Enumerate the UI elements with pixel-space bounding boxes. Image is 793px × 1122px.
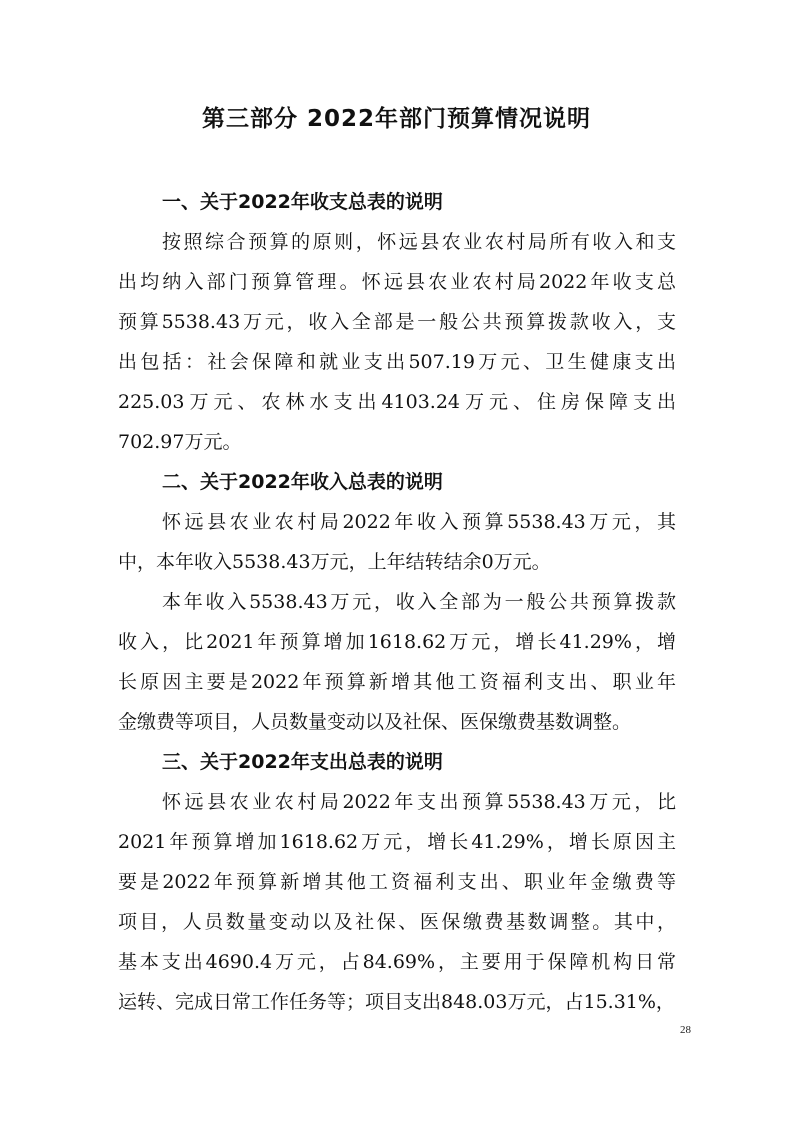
paragraph	[118, 502, 676, 582]
page-number: 28	[680, 1024, 691, 1036]
text-line: 预算5538.43万元，收入全部是一般公共预算拨款收入，支	[118, 311, 676, 333]
page-title: 第三部分 2022年部门预算情况说明	[201, 106, 592, 132]
text-line: 项目，人员数量变动以及社保、医保缴费基数调整。其中，	[118, 911, 676, 933]
text-line: 中，本年收入5538.43万元，上年结转结余0万元。	[118, 551, 551, 573]
section-heading: 一、关于2022年收支总表的说明	[162, 191, 443, 213]
text-line: 出包括：社会保障和就业支出507.19万元、卫生健康支出	[118, 351, 676, 373]
text-line: 本年收入5538.43万元，收入全部为一般公共预算拨款	[162, 591, 676, 613]
section-heading: 三、关于2022年支出总表的说明	[162, 751, 443, 773]
text-line: 出均纳入部门预算管理。怀远县农业农村局2022年收支总	[118, 271, 676, 293]
text-line: 要是2022年预算新增其他工资福利支出、职业年金缴费等	[118, 871, 676, 893]
paragraph	[118, 782, 676, 1022]
text-line: 收入，比2021年预算增加1618.62万元，增长41.29%，增	[118, 631, 676, 653]
text-line: 怀远县农业农村局2022年收入预算5538.43万元，其	[162, 511, 676, 533]
section-heading: 二、关于2022年收入总表的说明	[162, 471, 443, 493]
text-line: 长原因主要是2022年预算新增其他工资福利支出、职业年	[118, 671, 676, 693]
paragraph	[118, 222, 676, 462]
text-line: 按照综合预算的原则，怀远县农业农村局所有收入和支	[162, 231, 676, 253]
text-line: 运转、完成日常工作任务等；项目支出848.03万元，占15.31%，	[118, 991, 675, 1013]
text-line: 225.03万元、农林水支出4103.24万元、住房保障支出	[118, 391, 676, 413]
text-line: 2021年预算增加1618.62万元，增长41.29%，增长原因主	[118, 831, 676, 853]
document-body	[118, 182, 676, 1022]
paragraph	[118, 582, 676, 742]
text-line: 金缴费等项目，人员数量变动以及社保、医保缴费基数调整。	[118, 711, 632, 733]
text-line: 基本支出4690.4万元，占84.69%，主要用于保障机构日常	[118, 951, 676, 973]
text-line: 怀远县农业农村局2022年支出预算5538.43万元，比	[162, 791, 676, 813]
text-line: 702.97万元。	[118, 431, 242, 453]
